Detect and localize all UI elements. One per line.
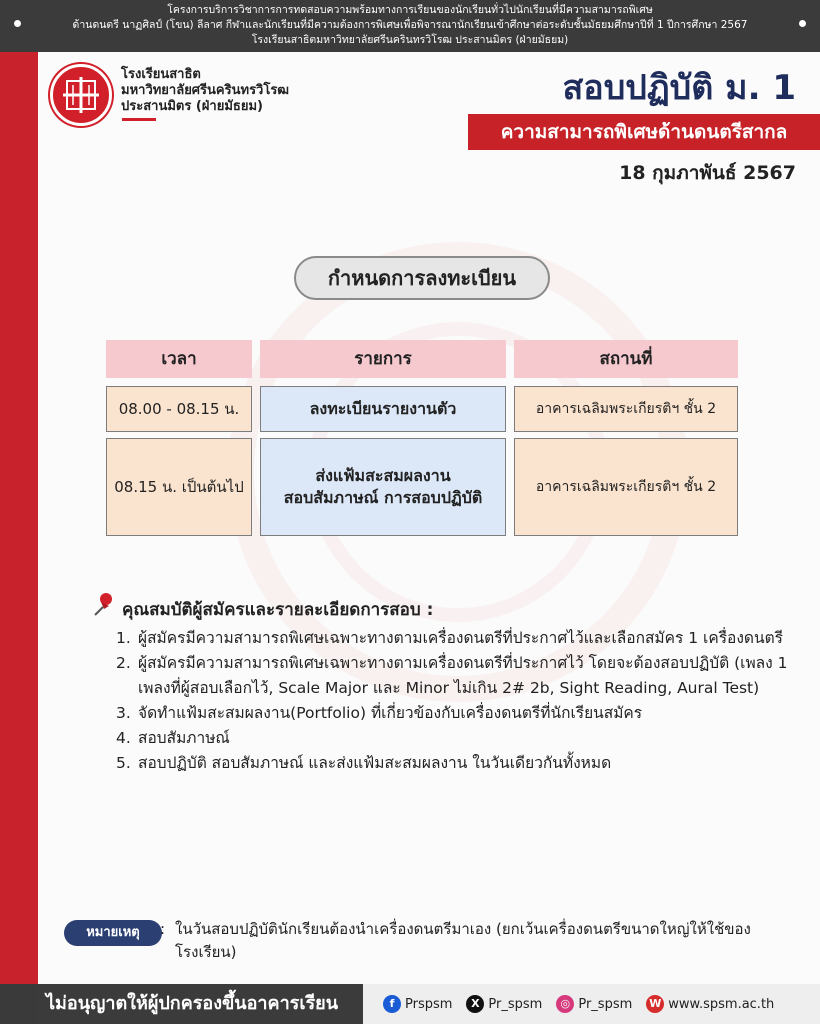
list-item <box>116 651 806 701</box>
list-item-number: 3. <box>116 704 131 722</box>
list-item-text: จัดทำแฟ้มสะสมผลงาน(Portfolio) ที่เกี่ยวข้องกับเครื่องดนตรีที่นักเรียนสมัคร <box>138 704 643 722</box>
column-header-item: รายการ <box>260 340 506 378</box>
facebook-handle: Prspsm <box>405 996 453 1012</box>
table-cell-place: อาคารเฉลิมพระเกียรติฯ ชั้น 2 <box>514 438 738 536</box>
school-name <box>121 67 289 115</box>
qualifications-list <box>116 626 806 776</box>
item-line-1: ส่งแฟ้มสะสมผลงาน <box>315 466 451 485</box>
pushpin-icon <box>90 590 118 618</box>
column-header-place: สถานที่ <box>514 340 738 378</box>
list-item-number: 4. <box>116 729 131 747</box>
table-cell-item <box>260 438 506 536</box>
website-link[interactable] <box>646 995 774 1013</box>
list-item <box>116 751 806 776</box>
banner-line-1: โครงการบริการวิชาการการทดสอบความพร้อมทางการเรียนของนักเรียนทั่วไปนักเรียนที่มีความสามารถพิเศษ <box>167 4 653 16</box>
facebook-link[interactable] <box>383 995 452 1013</box>
list-item-text: สอบปฏิบัติ สอบสัมภาษณ์ และส่งแฟ้มสะสมผลงาน ในวันเดียวกันทั้งหมด <box>138 754 612 772</box>
announcement-sheet <box>38 52 820 984</box>
footer-notice: ไม่อนุญาตให้ผู้ปกครองขึ้นอาคารเรียน <box>38 984 363 1024</box>
note-colon: : <box>160 920 166 938</box>
table-cell-time: 08.15 น. เป็นต้นไป <box>106 438 252 536</box>
list-item-text: ผู้สมัครมีความสามารถพิเศษเฉพาะทางตามเครื่องดนตรีที่ประกาศไว้และเลือกสมัคร 1 เครื่องดนตรี <box>138 629 783 647</box>
dot-icon <box>799 20 806 27</box>
x-icon: X <box>466 995 484 1013</box>
list-item <box>116 626 806 651</box>
instagram-handle: Pr_spsm <box>578 996 633 1012</box>
note-text: ในวันสอบปฏิบัตินักเรียนต้องนำเครื่องดนตรีมาเอง (ยกเว้นเครื่องดนตรีขนาดใหญ่ให้ใช้ของโรงเรียน) <box>175 920 751 961</box>
list-item <box>116 701 806 726</box>
left-red-stripe <box>0 52 38 984</box>
list-item-number: 5. <box>116 754 131 772</box>
school-name-line-2: มหาวิทยาลัยศรีนครินทรวิโรฒ <box>121 83 290 98</box>
facebook-icon: f <box>383 995 401 1013</box>
qualifications-heading: คุณสมบัติผู้สมัครและรายละเอียดการสอบ : <box>122 600 434 620</box>
banner-line-2: ด้านดนตรี นาฏศิลป์ (โขน) ลีลาศ กีฬาและนักเรียนที่มีความต้องการพิเศษเพื่อพิจารณานักเรียนเข้าศึกษาต่อระดับชั้นมัธยมศึกษาปีที่ 1 ปีการศึกษา 2567 <box>72 19 748 31</box>
note-badge: หมายเหตุ <box>64 920 162 946</box>
exam-date: 18 กุมภาพันธ์ 2567 <box>619 162 796 184</box>
website-url: www.spsm.ac.th <box>668 996 775 1012</box>
table-cell-place: อาคารเฉลิมพระเกียรติฯ ชั้น 2 <box>514 386 738 432</box>
school-underline <box>122 118 156 121</box>
school-name-line-3: ประสานมิตร (ฝ่ายมัธยม) <box>121 99 263 114</box>
list-item-number: 2. <box>116 654 131 672</box>
list-item-number: 1. <box>116 629 131 647</box>
instagram-icon: ◎ <box>556 995 574 1013</box>
table-cell-item: ลงทะเบียนรายงานตัว <box>260 386 506 432</box>
website-icon: W <box>646 995 664 1013</box>
column-header-time: เวลา <box>106 340 252 378</box>
list-item-text: ผู้สมัครมีความสามารถพิเศษเฉพาะทางตามเครื่องดนตรีที่ประกาศไว้ โดยจะต้องสอบปฏิบัติ (เพลง 1 เพลงที่ผู้สอบเลือกไว้, Scale Major และ Minor ไม่เกิน 2# 2b, Sight Reading, Aural Test) <box>138 654 788 697</box>
top-banner <box>0 0 820 52</box>
list-item-text: สอบสัมภาษณ์ <box>138 729 230 747</box>
dot-icon <box>14 20 21 27</box>
x-link[interactable] <box>466 995 542 1013</box>
item-line-2: สอบสัมภาษณ์ การสอบปฏิบัติ <box>283 488 483 507</box>
school-logo <box>50 64 112 126</box>
schedule-heading: กำหนดการลงทะเบียน <box>294 256 550 300</box>
instagram-link[interactable] <box>556 995 632 1013</box>
table-cell-time: 08.00 - 08.15 น. <box>106 386 252 432</box>
x-handle: Pr_spsm <box>488 996 543 1012</box>
school-name-line-1: โรงเรียนสาธิต <box>121 67 201 82</box>
list-item <box>116 726 806 751</box>
page-title: สอบปฏิบัติ ม. 1 <box>562 68 796 108</box>
footer-social-bar <box>363 984 820 1024</box>
subtitle-bar: ความสามารถพิเศษด้านดนตรีสากล <box>468 114 820 150</box>
banner-line-3: โรงเรียนสาธิตมหาวิทยาลัยศรีนครินทรวิโรฒ ประสานมิตร (ฝ่ายมัธยม) <box>251 34 569 46</box>
